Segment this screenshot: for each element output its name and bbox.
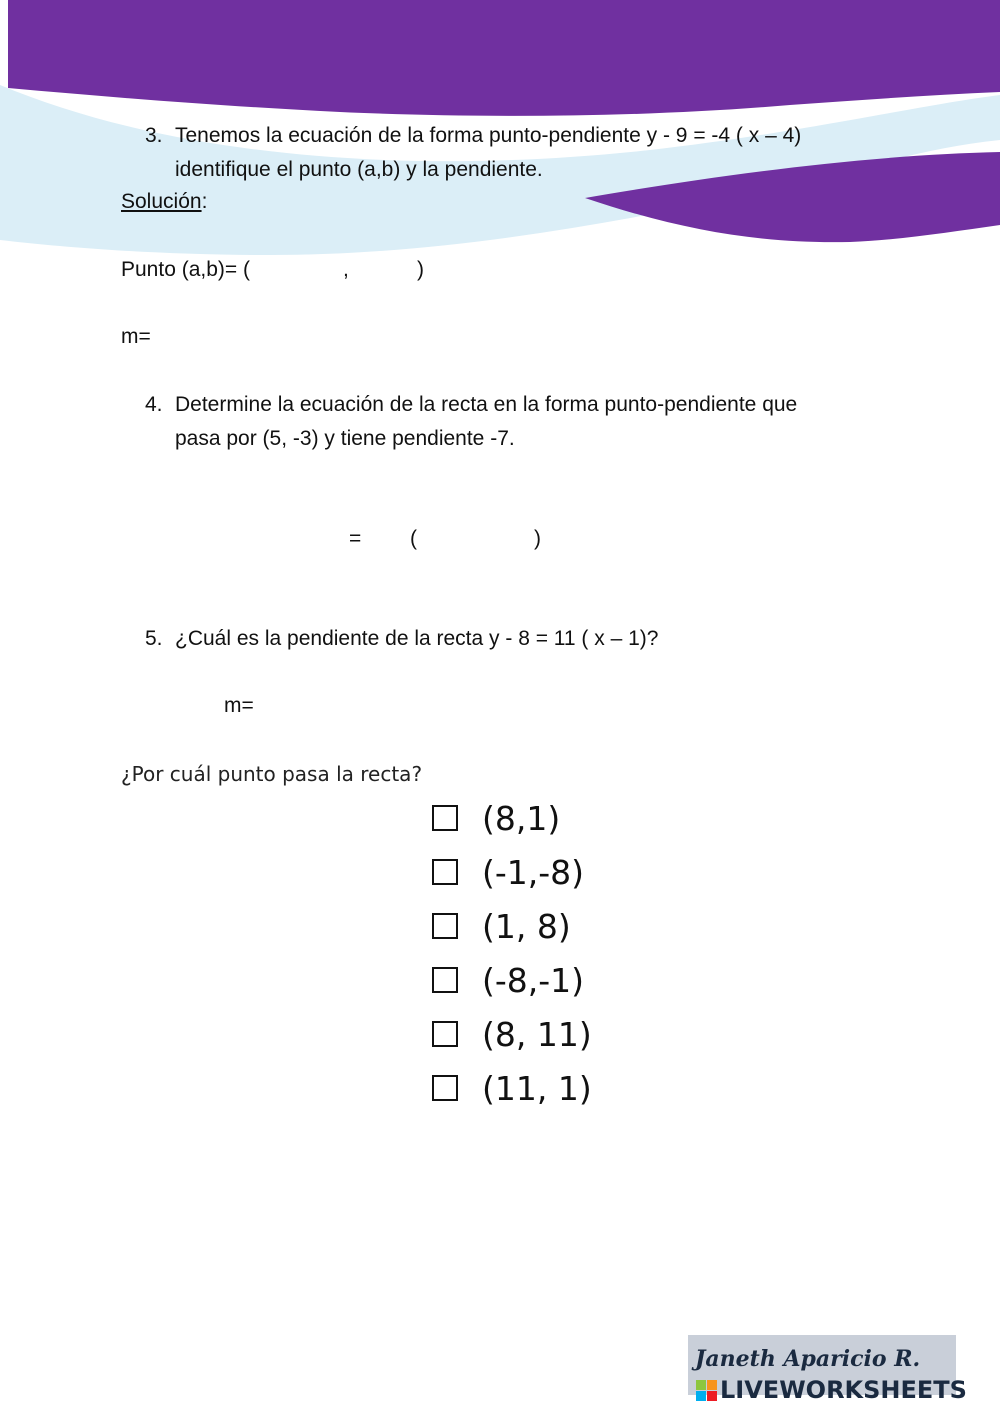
solution-heading	[121, 190, 207, 214]
checkbox-icon[interactable]	[432, 805, 458, 831]
option-label: (11, 1)	[482, 1068, 592, 1108]
q5-text-line-1: ¿Cuál es la pendiente de la recta y - 8 = 11 ( x – 1)?	[175, 627, 659, 650]
point-a-blank[interactable]	[283, 258, 333, 284]
q5-slope-label: m=	[224, 694, 254, 717]
point-question: ¿Por cuál punto pasa la recta?	[121, 762, 423, 786]
option-3[interactable]	[432, 899, 571, 953]
q4-slope-blank[interactable]	[365, 527, 405, 553]
q4-paren-close: )	[534, 527, 541, 550]
brand-logo[interactable]	[696, 1376, 967, 1404]
option-label: (8, 11)	[482, 1014, 592, 1054]
option-4[interactable]	[432, 953, 584, 1007]
q4-left-blank[interactable]	[230, 527, 340, 553]
q3-number: 3.	[145, 124, 163, 147]
checkbox-icon[interactable]	[432, 1075, 458, 1101]
solution-colon: :	[201, 190, 208, 213]
purple-top-wave	[8, 0, 1000, 116]
point-comma: ,	[343, 258, 349, 281]
option-label: (1, 8)	[482, 906, 571, 946]
q4-inner-blank[interactable]	[425, 527, 525, 553]
q5-line-1	[145, 622, 658, 656]
option-6[interactable]	[432, 1061, 592, 1115]
q4-text-line-2: pasa por (5, -3) y tiene pendiente -7.	[175, 427, 515, 450]
checkbox-icon[interactable]	[432, 967, 458, 993]
option-label: (-8,-1)	[482, 960, 585, 1000]
q3-slope-label: m=	[121, 325, 151, 348]
q3-text-line-2: identifique el punto (a,b) y la pendiente.	[175, 158, 543, 181]
point-label: Punto (a,b)= (	[121, 258, 250, 281]
option-2[interactable]	[432, 845, 584, 899]
option-5[interactable]	[432, 1007, 592, 1061]
checkbox-icon[interactable]	[432, 859, 458, 885]
q4-number: 4.	[145, 393, 163, 416]
q3-slope-blank[interactable]	[168, 325, 288, 351]
q4-paren-open: (	[410, 527, 417, 550]
q5-slope-blank[interactable]	[270, 694, 390, 720]
solution-label: Solución	[121, 190, 202, 213]
q4-equals: =	[349, 527, 362, 550]
option-label: (8,1)	[482, 798, 561, 838]
option-label: (-1,-8)	[482, 852, 585, 892]
checkbox-icon[interactable]	[432, 1021, 458, 1047]
q4-line-1	[145, 388, 797, 422]
checkbox-icon[interactable]	[432, 913, 458, 939]
q5-number: 5.	[145, 627, 163, 650]
option-1[interactable]	[432, 791, 560, 845]
point-b-blank[interactable]	[356, 258, 411, 284]
q3-line-1	[145, 119, 801, 153]
liveworksheets-logo-icon	[696, 1380, 717, 1401]
q4-text-line-1: Determine la ecuación de la recta en la forma punto-pendiente que	[175, 393, 798, 416]
brand-text: LIVEWORKSHEETS	[720, 1376, 967, 1404]
q3-text-line-1: Tenemos la ecuación de la forma punto-pendiente y - 9 = -4 ( x – 4)	[175, 124, 802, 147]
author-name: Janeth Aparicio R.	[695, 1346, 921, 1372]
point-close-paren: )	[417, 258, 424, 281]
